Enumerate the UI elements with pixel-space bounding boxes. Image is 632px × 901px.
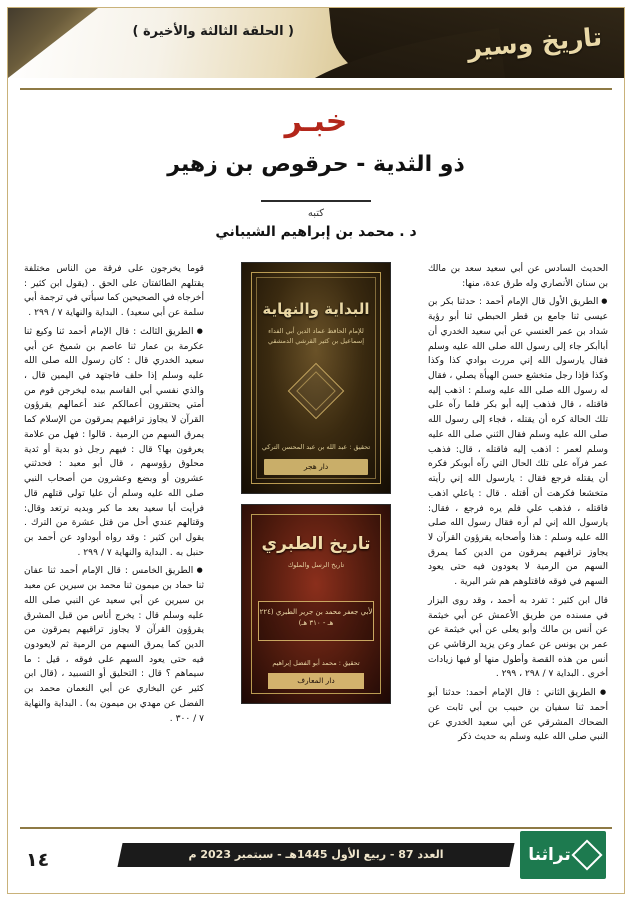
book-author: تحقيق : محمد أبو الفضل إبراهيم [272,659,360,668]
byline-divider [261,200,371,202]
page-header [8,8,624,78]
article-kicker: خبـر [284,104,348,139]
section-title: تاريخ وسير [465,22,604,63]
book-publisher: دار المعارف [268,673,364,689]
book-subtitle: تاريخ الرسل والملوك [287,561,345,569]
book-cover-bidaya [241,262,391,494]
paragraph: ● الطريق الأول قال الإمام أحمد : حدثنا بكر بن عيسى ثنا جامع بن قطر الحبطي ثنا أبو رؤية شداد بن عمر العنسي عن أبي سعيد الخدري أن أباأبكر جاء إلى رسول الله صلى الله عليه وسلم فقال يارسول الله إني مررت بوادي كذا وكذا وكذا فإذا رجل متخشع حسن الهيأة يصلي ، فقال له رسول الله صلى الله عليه وسلم : اذهب إليه فاقتله ، قال فذهب إليه أبو بكر فلما رآه على تلك الحالة كره أن يقتله ، فجاء إلى رسول الله صلى الله عليه وسلم فقال الثني صلى الله عليه وسلم لعمر : اذهب إليه فاقتله ، قال: فذهب عمر فرآه على تلك الحال التي رآه أبوبكر فكره أن يقتله فرجع فقال : يارسول الله إني رأيته متخشعا فكرهت أن أقتله . قال : ياعلي اذهب فاقتله ، فذهب علي فلم يره فرجع ، فقال: يارسول الله إني لم أره فقال رسول الله صلى الله عليه وسلم : هذا وأصحابه يقرؤون القرآن لا يجاوز تراقيهم يمرقون من الدين كما يمرق السهم من الرمية لا يعودون فيه حتى يعود السهم في فوقه فاقتلوهم هم شر البرية . [428,295,608,589]
logo-label: تراثنا [528,845,571,865]
byline-author: د . محمد بن إبراهيم الشيباني [215,224,417,240]
book-title: تاريخ الطبري [261,534,371,554]
book-subtitle: للإمام الحافظ عماد الدين أبي الفداء إسماعيل بن كثير القرشي الدمشقي [267,327,365,345]
issue-info: العدد 87 - ربيع الأول 1445هـ - سبتمبر 2023 م [188,848,444,861]
byline-prefix: كتبه [307,208,325,219]
column-middle [241,262,391,704]
page-number: ١٤ [26,849,50,871]
book-cover-tabari [241,504,391,704]
book-title: البداية والنهاية [262,300,370,318]
book-publisher: دار هجر [264,459,368,475]
footer-divider [20,827,612,829]
paragraph: ● الطريق الثالث : قال الإمام أحمد ثنا وكيع ثنا عكرمة بن عمار ثنا عاصم بن شميخ عن أبي سعيد الخدري قال : كان رسول الله صلى الله عليه وسلم إذا حلف فاجتهد في اليمين قال ، والذي نفسي أبي القاسم بيده ليخرجن قوم من أمتي يحتقرون أعمالكم عند أعمالهم يقرؤون القرآن لا يجاوز تراقيهم يمرقون من الإسلام كما يمرق السهم من الرمية . قالوا : فهل من علامة يعرفون بها؟ قال : فيهم رجل ذو بدية أو ثدية محلوق رؤوسهم ، قال أبو معبد : فحدثني عشرون أو وبضع وعشرون من أصحاب النبي صلى الله عليه وسلم أن عليا تولى قتلهم قال فرأيت أبا سعيد بعد ما كبر وبديه ترتعد وقال: وقتالهم عندي أحل من قتل عشرة من الترك . يقول ابن كثير : وقد رواه أبوداود عن أحمد بن حنبل به . البداية والنهاية ٧ / ٢٩٩ . [24,325,204,561]
book-band-text: لأبي جعفر محمد بن جرير الطبري (٢٢٤ هـ - ٣١٠ هـ) [258,601,374,641]
paragraph: ● الطريق الثاني : قال الإمام أحمد: حدثنا أبو أحمد ثنا سفيان بن حبيب بن أبي ثابت عن الضحاك المشرقي عن أبي سعيد الخدري عن النبي صلى الله عليه وسلم به حديث ذكر [428,686,608,745]
paragraph: ● الطريق الخامس : قال الإمام أحمد ثنا عفان ثنا حماد بن ميمون ثنا محمد بن سيرين عن معبد بن سيرين عن أبي سعيد عن النبي صلى الله عليه وسلم قال : يخرج أناس من قبل المشرق يقرؤون القرآن لا يجاوز تراقيهم يمرقون من الدين كما يمرق السهم من الرمية ثم لايعودون فيه حتى يعود السهم على فوقه ، قيل : ما سيماهم ؟ قال : التحليق أو التسبيد ، (قال ابن كثير عن البخاري عن أبي النعمان محمد بن الفضل عن مهدي بن ميمون به) . البداية والنهاية ٧ / ٣٠٠ . [24,564,204,726]
column-right [428,262,608,749]
paragraph: قال ابن كثير : تفرد به أحمد ، وقد روى البزار في مسنده من طريق الأعمش عن أبي خيثمة عن أنس بن مالك وأبو يعلى عن أبي خيثمة عن عمر بن يونس عن عمار وعن يزيد الرقاشي عن أنس من هذه القصة وأطول منها أو فيها زيادات أخرى . البداية ٧ / ٢٩٨ ، ٢٩٩ . [428,595,608,680]
page-title: ذو الثدية - حرقوص بن زهير [167,152,465,177]
paragraph: قوما يخرجون على فرقة من الناس مختلفة يقتلهم الطائفتان على الحق . (يقول ابن كثير : أخرجاه في الصحيحين كما سيأتي في ترجمة أبي سلمة عن أبي سعيد) . البداية والنهاية ٧ / ٢٩٩ . [24,264,204,319]
paragraph: الحديث السادس عن أبي سعيد سعد بن مالك بن سنان الأنصاري وله طرق عدة، منها: [428,264,608,289]
header-divider [20,88,612,90]
book-emblem-inner [296,371,336,411]
diamond-icon [571,839,602,870]
article-body [24,262,608,822]
column-left [24,262,204,730]
book-author: تحقيق : عبد الله بن عبد المحسن التركي [261,443,371,452]
magazine-logo [520,831,606,879]
episode-label: ( الحلقة الثالثة والأخيرة ) [132,24,294,39]
